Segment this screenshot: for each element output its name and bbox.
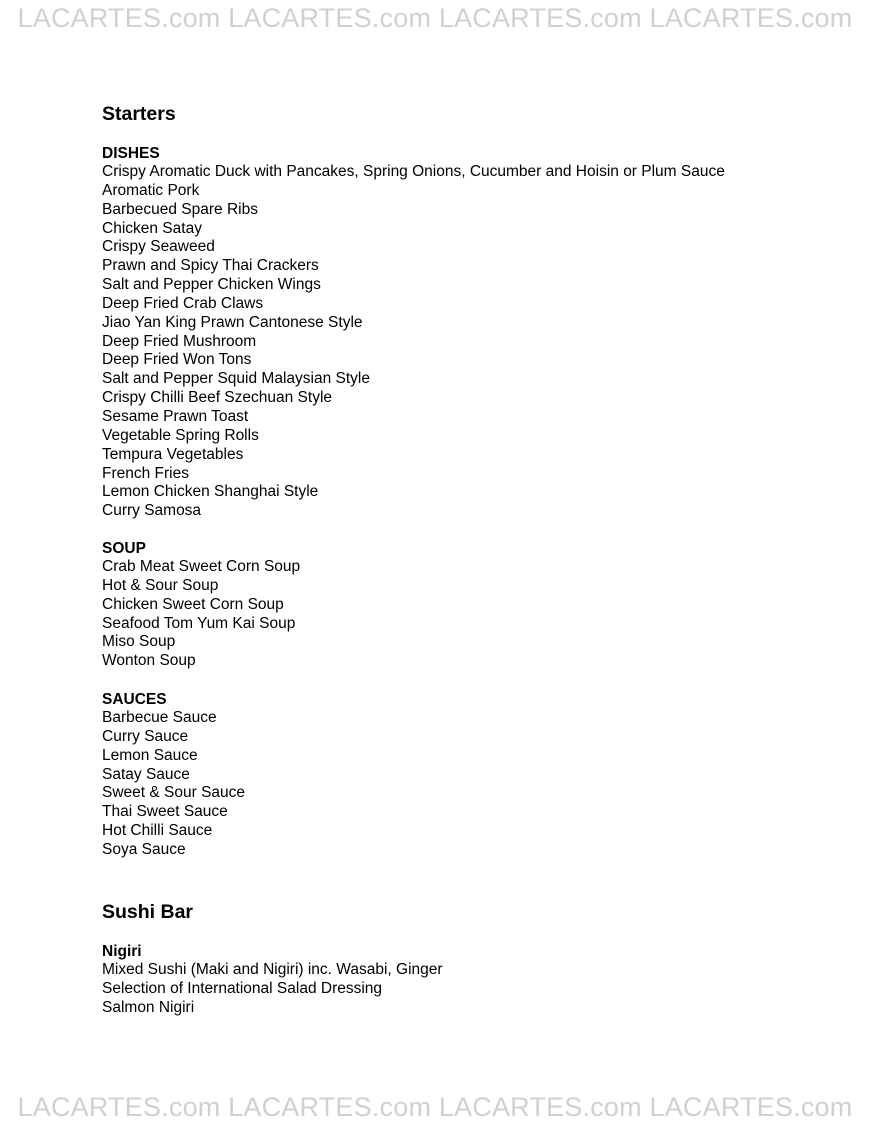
sauces-list [102,709,842,860]
list-item: Crispy Seaweed [102,238,215,256]
list-item: Curry Samosa [102,502,202,520]
section-sushi-bar [102,898,842,1018]
list-item: Soya Sauce [102,841,186,858]
section-title-sushi-bar: Sushi Bar [102,900,194,923]
list-item: Hot & Sour Soup [102,576,219,594]
list-item: Aromatic Pork [102,181,200,199]
list-item: Selection of International Salad Dressing [102,979,383,997]
list-item: Curry Sauce [102,727,189,745]
watermark-top: LACARTES.com LACARTES.com LACARTES.com LACARTES.com [17,3,853,33]
group-title-dishes: DISHES [102,145,160,162]
section-title-starters: Starters [102,103,176,125]
soup-list [102,558,842,671]
list-item: Deep Fried Crab Claws [102,294,264,312]
list-item: Deep Fried Won Tons [102,351,252,369]
list-item: Prawn and Spicy Thai Crackers [102,257,319,275]
watermark-bottom: LACARTES.com LACARTES.com LACARTES.com LACARTES.com [17,1092,853,1122]
list-item: Crispy Chilli Beef Szechuan Style [102,389,333,407]
group-title-sauces: SAUCES [102,691,167,709]
group-title-soup: SOUP [102,540,146,558]
list-item: Deep Fried Mushroom [102,332,257,350]
list-item: Lemon Sauce [102,746,198,764]
list-item: Mixed Sushi (Maki and Nigiri) inc. Wasabi, Ginger [102,960,443,978]
list-item: Satay Sauce [102,765,190,783]
nigiri-list [102,961,842,1018]
list-item: Vegetable Spring Rolls [102,426,259,444]
list-item: Seafood Tom Yum Kai Soup [102,614,296,632]
list-item: Chicken Satay [102,219,202,237]
menu-document [102,100,842,1017]
list-item: Hot Chilli Sauce [102,822,213,840]
list-item: Barbecue Sauce [102,709,217,727]
list-item: Salt and Pepper Chicken Wings [102,276,321,294]
list-item: Tempura Vegetables [102,445,244,463]
list-item: Miso Soup [102,633,176,651]
list-item: Salmon Nigiri [102,998,195,1016]
dishes-list [102,163,842,521]
group-sauces [102,690,842,860]
list-item: Salt and Pepper Squid Malaysian Style [102,370,370,388]
group-soup [102,539,842,671]
list-item: Jiao Yan King Prawn Cantonese Style [102,313,363,331]
group-nigiri [102,942,842,1018]
list-item: Crispy Aromatic Duck with Pancakes, Spring Onions, Cucumber and Hoisin or Plum Sauce [102,163,725,180]
list-item: Thai Sweet Sauce [102,803,228,821]
section-starters [102,100,842,860]
list-item: Crab Meat Sweet Corn Soup [102,558,301,576]
list-item: Sesame Prawn Toast [102,407,249,425]
list-item: Barbecued Spare Ribs [102,200,258,218]
group-dishes [102,144,842,521]
list-item: Chicken Sweet Corn Soup [102,595,284,613]
list-item: Wonton Soup [102,652,196,670]
list-item: Lemon Chicken Shanghai Style [102,483,319,501]
list-item: Sweet & Sour Sauce [102,784,246,802]
list-item: French Fries [102,464,189,482]
group-title-nigiri: Nigiri [102,942,142,960]
